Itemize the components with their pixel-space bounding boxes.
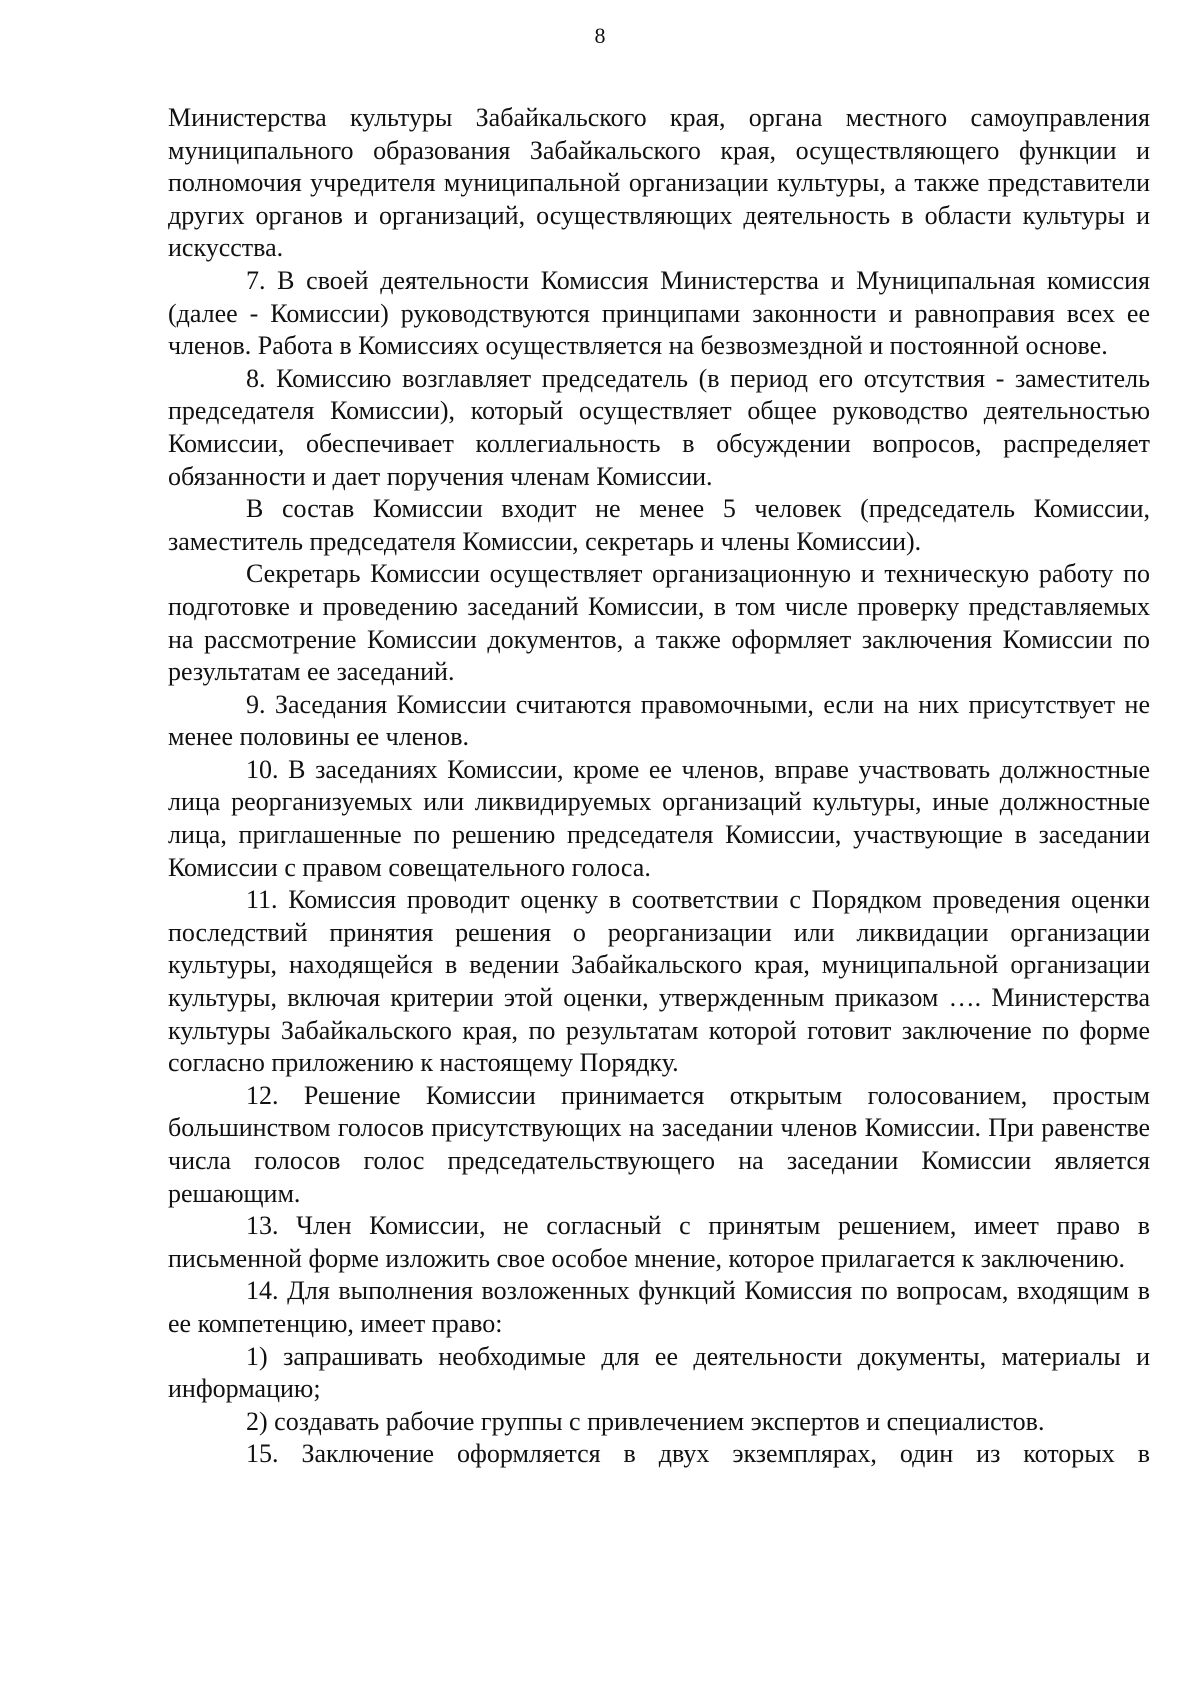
paragraph-continuation: Министерства культуры Забайкальского края, органа местного самоуправления муниципального образования Забайкальского края, осуществляющего функции и полномочия учредителя муниципальной организации культуры, а также представители других органов и организаций, осуществляющих деятельность в области культуры и искусства. <box>168 103 1150 263</box>
paragraph-subitem-2: 2) создавать рабочие группы с привлечением экспертов и специалистов. <box>246 1406 1045 1436</box>
paragraph-item-11: 11. Комиссия проводит оценку в соответствии с Порядком проведения оценки последствий принятия решения о реорганизации или ликвидации организации культуры, находящейся в ведении Забайкальского края, муниципальной организации культуры, включая критерии этой оценки, утвержденным приказом …. Министерства культуры Забайкальского края, по результатам которой готовит заключение по форме согласно приложению к настоящему Порядку. <box>168 885 1150 1078</box>
paragraph-item-8: 8. Комиссию возглавляет председатель (в период его отсутствия - заместитель председателя Комиссии), который осуществляет общее руководство деятельностью Комиссии, обеспечивает коллегиальность в обсуждении вопросов, распределяет обязанности и дает поручения членам Комиссии. <box>168 363 1150 491</box>
paragraph-item-13: 13. Член Комиссии, не согласный с принятым решением, имеет право в письменной форме изложить свое особое мнение, которое прилагается к заключению. <box>168 1211 1150 1273</box>
paragraph-subitem-1: 1) запрашивать необходимые для ее деятельности документы, материалы и информацию; <box>168 1341 1150 1404</box>
paragraph-item-14: 14. Для выполнения возложенных функций Комиссия по вопросам, входящим в ее компетенцию, имеет право: <box>168 1276 1150 1338</box>
paragraph-item-15: 15. Заключение оформляется в двух экземплярах, один из которых в <box>246 1439 1150 1469</box>
document-body <box>168 102 1150 1471</box>
paragraph-item-9: 9. Заседания Комиссии считаются правомочными, если на них присутствует не менее половины ее членов. <box>168 689 1150 752</box>
paragraph-item-10: 10. В заседаниях Комиссии, кроме ее членов, вправе участвовать должностные лица реорганизуемых или ликвидируемых организаций культуры, иные должностные лица, приглашенные по решению председателя Комиссии, участвующие в заседании Комиссии с правом совещательного голоса. <box>168 754 1150 882</box>
paragraph-item-7: 7. В своей деятельности Комиссия Министерства и Муниципальная комиссия (далее - Комиссии) руководствуются принципами законности и равноправия всех ее членов. Работа в Комиссиях осуществляется на безвозмездной и постоянной основе. <box>168 265 1150 361</box>
paragraph-commission-composition: В состав Комиссии входит не менее 5 человек (председатель Комиссии, заместитель председателя Комиссии, секретарь и члены Комиссии). <box>168 494 1150 556</box>
page-number: 8 <box>594 23 606 48</box>
paragraph-secretary-duties: Секретарь Комиссии осуществляет организационную и техническую работу по подготовке и проведению заседаний Комиссии, в том числе проверку представляемых на рассмотрение Комиссии документов, а также оформляет заключения Комиссии по результатам ее заседаний. <box>168 559 1150 687</box>
paragraph-item-12: 12. Решение Комиссии принимается открытым голосованием, простым большинством голосов присутствующих на заседании членов Комиссии. При равенстве числа голосов голос председательствующего на заседании Комиссии является решающим. <box>168 1080 1150 1208</box>
